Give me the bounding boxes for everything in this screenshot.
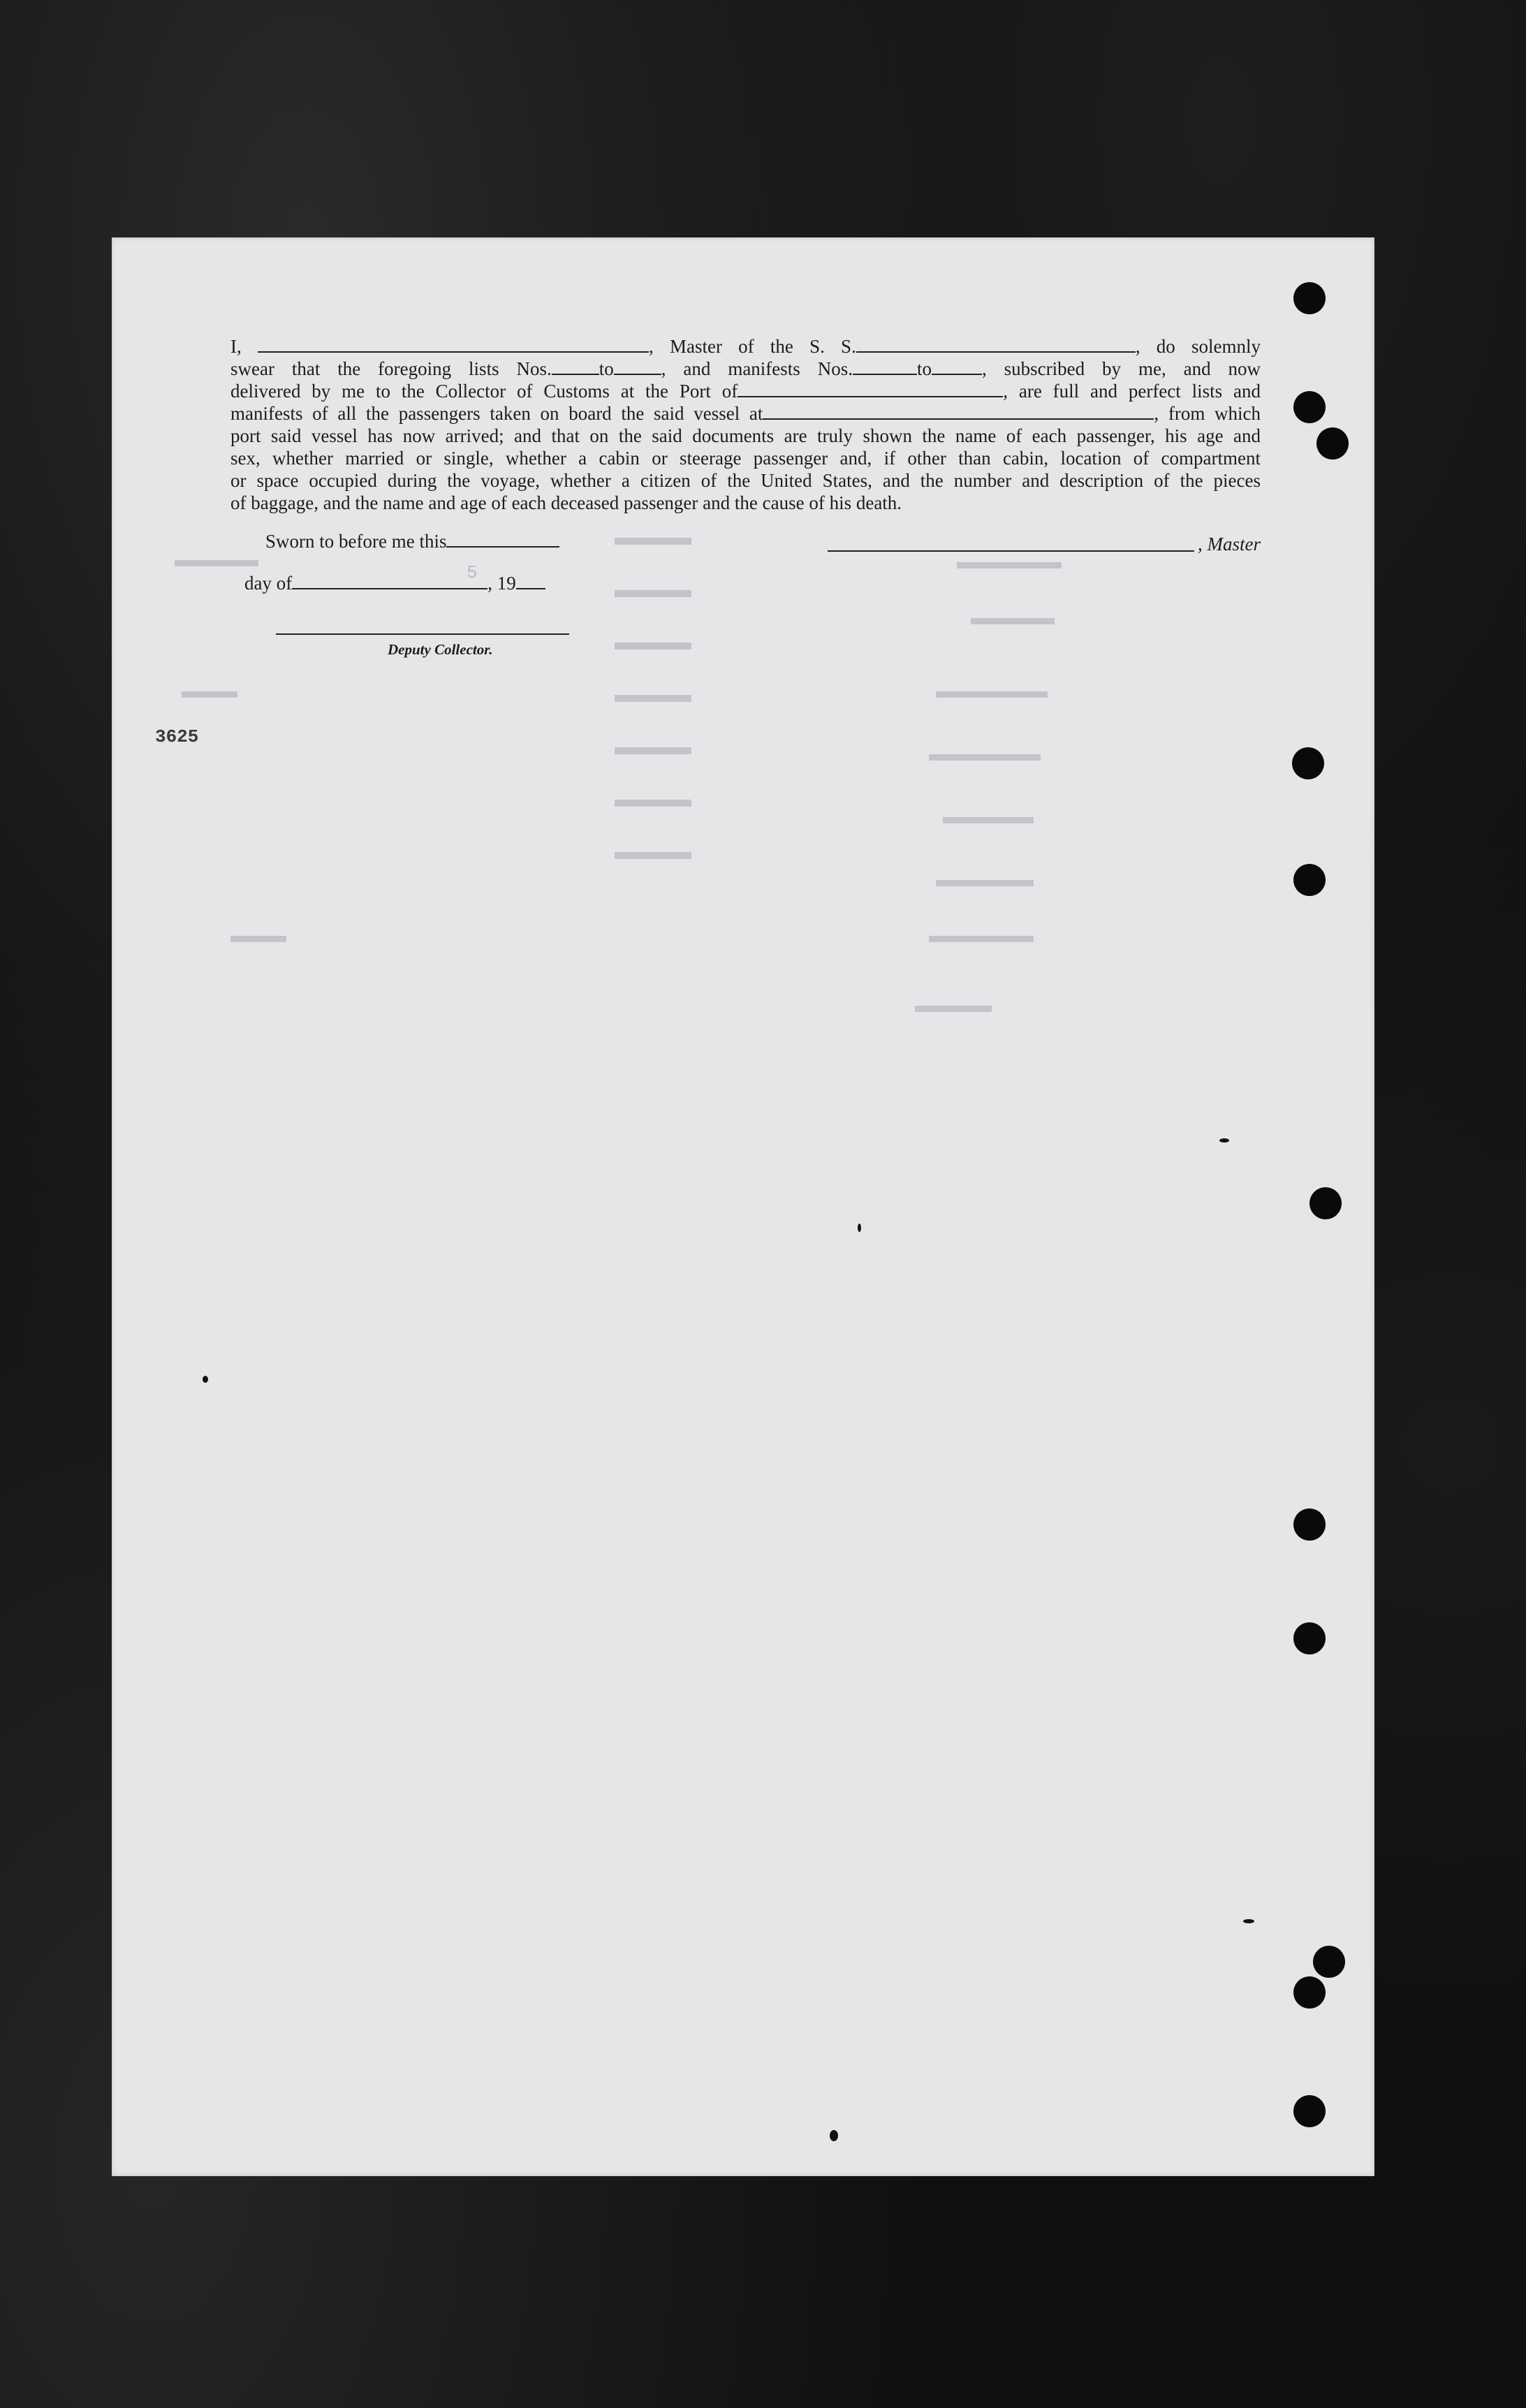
- oath-text: , are full and perfect lists and: [1003, 381, 1261, 402]
- punch-hole: [1309, 1187, 1342, 1219]
- punch-hole: [1293, 282, 1326, 314]
- dust-speck: [1243, 1919, 1254, 1923]
- oath-text: , from which: [1154, 403, 1261, 424]
- master-label: , Master: [1198, 534, 1261, 555]
- oath-text: , subscribed by me, and now: [982, 358, 1261, 379]
- punch-hole: [1293, 1622, 1326, 1654]
- oath-text: , do solemnly: [1135, 336, 1261, 357]
- oath-line-5: port said vessel has now arrived; and that on the said documents are truly shown the name of each passenger, his age and: [230, 425, 1261, 446]
- punch-hole: [1293, 391, 1326, 423]
- deputy-collector-label: Deputy Collector.: [388, 641, 493, 658]
- oath-text: to: [916, 358, 932, 379]
- margin-stamp: 3625: [155, 726, 199, 747]
- punch-hole: [1293, 1508, 1326, 1541]
- oath-text: to: [599, 358, 614, 379]
- dust-speck: [858, 1224, 861, 1232]
- oath-text: , Master of the S. S.: [648, 336, 856, 357]
- oath-text: manifests of all the passengers taken on board the said vessel at: [230, 403, 763, 424]
- oath-text: swear that the foregoing lists Nos.: [230, 358, 552, 379]
- year-prefix: , 19: [487, 573, 516, 594]
- dust-speck: [1219, 1138, 1229, 1143]
- oath-text: , and manifests Nos.: [661, 358, 853, 379]
- sworn-label: Sworn to before me this: [265, 531, 447, 552]
- manifest-page: [112, 237, 1374, 2176]
- oath-line-7: or space occupied during the voyage, whether a citizen of the United States, and the number and description of the pieces: [230, 470, 1261, 491]
- punch-hole: [1313, 1946, 1345, 1978]
- oath-line-8: of baggage, and the name and age of each deceased passenger and the cause of his death.: [230, 492, 902, 513]
- punch-hole: [1292, 747, 1324, 779]
- dust-speck: [830, 2130, 838, 2141]
- punch-hole: [1293, 1976, 1326, 2009]
- day-of-label: day of: [244, 573, 293, 594]
- dust-speck: [203, 1376, 208, 1383]
- punch-hole: [1316, 427, 1349, 460]
- reverse-bleed-marks: [112, 237, 1374, 2176]
- punch-hole: [1293, 864, 1326, 896]
- oath-text: I,: [230, 336, 242, 357]
- oath-text: delivered by me to the Collector of Customs at the Port of: [230, 381, 738, 402]
- show-through-mark: 5: [467, 562, 478, 583]
- oath-line-6: sex, whether married or single, whether a cabin or steerage passenger and, if other than cabin, location of compartment: [230, 448, 1261, 469]
- punch-hole: [1293, 2095, 1326, 2127]
